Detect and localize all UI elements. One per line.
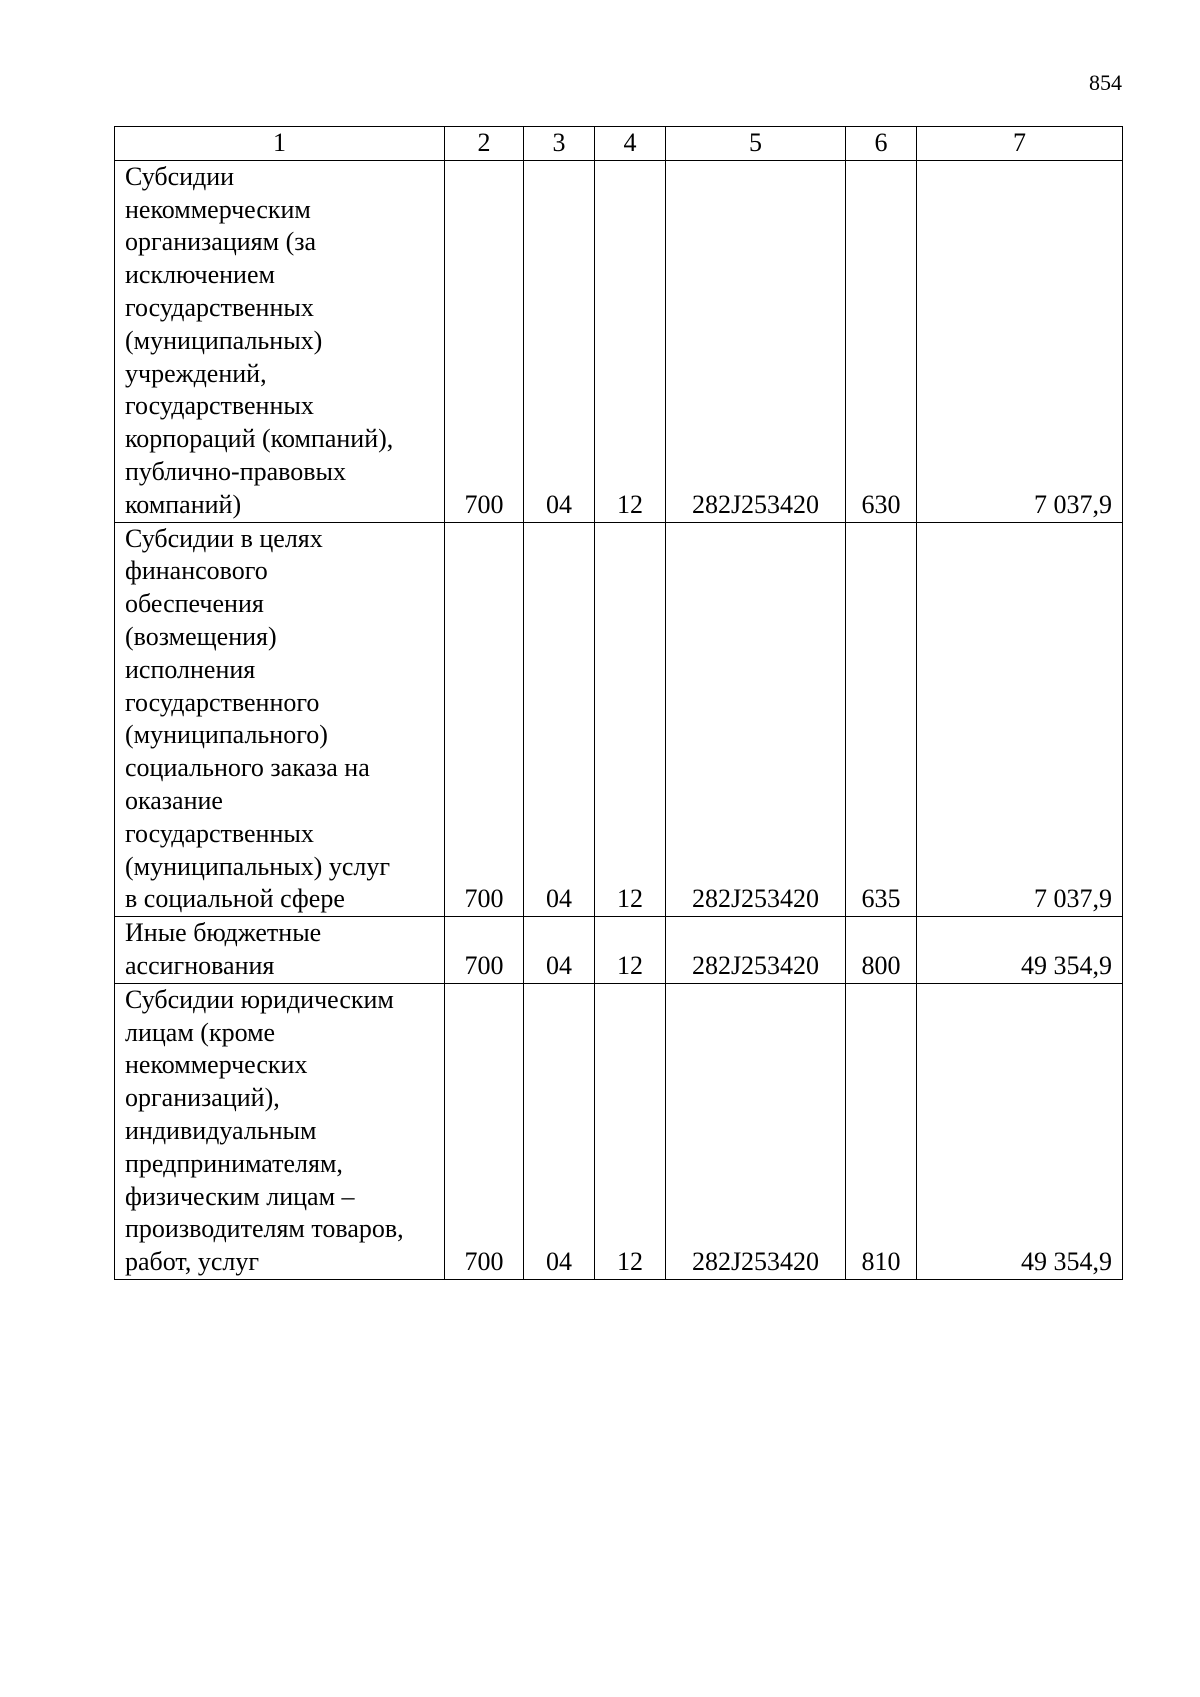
header-cell-6: 6 bbox=[846, 127, 917, 161]
description-line: корпораций (компаний), bbox=[125, 424, 394, 454]
section-code-cell: 700 bbox=[445, 522, 524, 917]
description-line: государственного bbox=[125, 687, 320, 717]
description-line: некоммерческим bbox=[125, 194, 311, 224]
amount-cell: 7 037,9 bbox=[917, 160, 1123, 522]
table-row bbox=[115, 522, 1123, 917]
description-line: государственных bbox=[125, 391, 314, 421]
expense-type-code-cell: 630 bbox=[846, 160, 917, 522]
target-article-code-cell: 282J253420 bbox=[666, 522, 846, 917]
description-line: Субсидии в целях bbox=[125, 523, 323, 553]
row-description bbox=[115, 160, 445, 522]
description-line: индивидуальным bbox=[125, 1115, 317, 1145]
section-code-cell: 700 bbox=[445, 917, 524, 984]
table-row bbox=[115, 917, 1123, 984]
description-line: обеспечения bbox=[125, 589, 264, 619]
expense-type-code-cell: 800 bbox=[846, 917, 917, 984]
description-line: исключением bbox=[125, 260, 275, 290]
subsection-code-2-cell: 12 bbox=[595, 160, 666, 522]
description-line: физическим лицам – bbox=[125, 1181, 355, 1211]
description-line: организаций), bbox=[125, 1083, 280, 1113]
subsection-code-cell: 04 bbox=[524, 522, 595, 917]
header-cell-2: 2 bbox=[445, 127, 524, 161]
subsection-code-cell: 04 bbox=[524, 983, 595, 1279]
target-article-code-cell: 282J253420 bbox=[666, 917, 846, 984]
description-line: Субсидии юридическим bbox=[125, 984, 394, 1014]
description-line: некоммерческих bbox=[125, 1050, 308, 1080]
table-row bbox=[115, 160, 1123, 522]
description-line: государственных bbox=[125, 818, 314, 848]
description-line: исполнения bbox=[125, 654, 256, 684]
description-line: лицам (кроме bbox=[125, 1017, 276, 1047]
description-line: производителям товаров, bbox=[125, 1214, 404, 1244]
description-line: Субсидии bbox=[125, 161, 235, 191]
table-body bbox=[115, 160, 1123, 1279]
page-number: 854 bbox=[1089, 70, 1122, 95]
description-line: (возмещения) bbox=[125, 621, 277, 651]
description-line: (муниципальных) bbox=[125, 325, 323, 355]
description-line: Иные бюджетные bbox=[125, 918, 322, 948]
description-line: (муниципальных) услуг bbox=[125, 851, 391, 881]
expense-type-code-cell: 635 bbox=[846, 522, 917, 917]
subsection-code-2-cell: 12 bbox=[595, 522, 666, 917]
section-code-cell: 700 bbox=[445, 160, 524, 522]
description-line: в социальной сфере bbox=[125, 884, 345, 914]
description-line: предпринимателям, bbox=[125, 1148, 343, 1178]
header-cell-1: 1 bbox=[115, 127, 445, 161]
header-cell-3: 3 bbox=[524, 127, 595, 161]
amount-cell: 49 354,9 bbox=[917, 917, 1123, 984]
section-code-cell: 700 bbox=[445, 983, 524, 1279]
description-line: компаний) bbox=[125, 489, 242, 519]
amount-cell: 7 037,9 bbox=[917, 522, 1123, 917]
description-line: ассигнования bbox=[125, 950, 275, 980]
description-line: работ, услуг bbox=[125, 1247, 260, 1277]
row-description bbox=[115, 983, 445, 1279]
description-line: организациям (за bbox=[125, 227, 317, 257]
amount-cell: 49 354,9 bbox=[917, 983, 1123, 1279]
expense-type-code-cell: 810 bbox=[846, 983, 917, 1279]
target-article-code-cell: 282J253420 bbox=[666, 160, 846, 522]
header-cell-7: 7 bbox=[917, 127, 1123, 161]
subsection-code-cell: 04 bbox=[524, 917, 595, 984]
header-cell-4: 4 bbox=[595, 127, 666, 161]
row-description bbox=[115, 917, 445, 984]
description-line: финансового bbox=[125, 556, 268, 586]
header-cell-5: 5 bbox=[666, 127, 846, 161]
description-line: оказание bbox=[125, 785, 223, 815]
description-line: социального заказа на bbox=[125, 753, 370, 783]
row-description bbox=[115, 522, 445, 917]
table-header bbox=[115, 127, 1123, 161]
description-line: публично-правовых bbox=[125, 456, 346, 486]
description-line: (муниципального) bbox=[125, 720, 328, 750]
target-article-code-cell: 282J253420 bbox=[666, 983, 846, 1279]
budget-table bbox=[114, 126, 1123, 1280]
subsection-code-2-cell: 12 bbox=[595, 917, 666, 984]
description-line: учреждений, bbox=[125, 358, 267, 388]
subsection-code-cell: 04 bbox=[524, 160, 595, 522]
table-row bbox=[115, 983, 1123, 1279]
header-row bbox=[115, 127, 1123, 161]
description-line: государственных bbox=[125, 292, 314, 322]
subsection-code-2-cell: 12 bbox=[595, 983, 666, 1279]
